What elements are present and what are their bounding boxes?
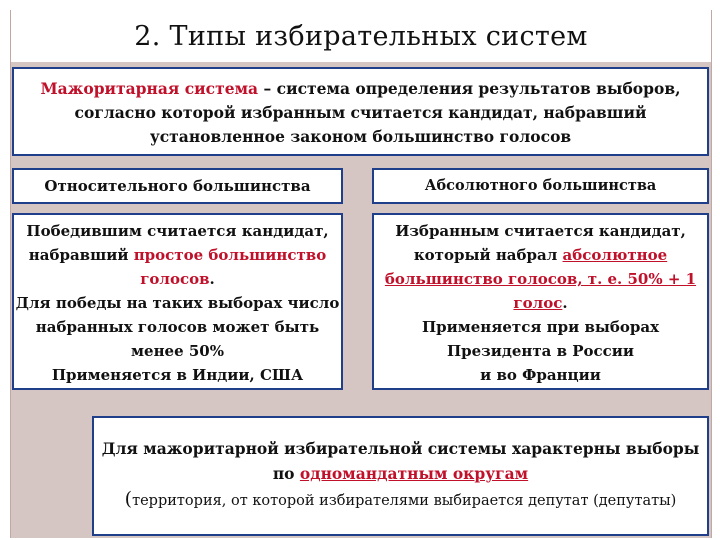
definition-box (12, 67, 709, 156)
definition-text: система определения результатов выборов, согласно которой избранным считается кандидат, набравший установленное законом большинство голосов (74, 79, 681, 146)
relative-rule-end: . (209, 270, 215, 288)
relative-majority-description (12, 213, 343, 390)
relative-rule-highlight: простое большинство голосов (133, 246, 327, 288)
absolute-usage-note: Применяется при выборах Президента в России (421, 318, 660, 360)
absolute-majority-description (372, 213, 709, 390)
definition-term: Мажоритарная система (40, 79, 259, 98)
absolute-countries: и во Франции (480, 366, 601, 384)
relative-rule-text: Победившим считается кандидат, набравший (26, 222, 329, 264)
district-definition-text: территория, от которой избирателями выбирается депутат (депутаты) (132, 493, 677, 509)
page-title: 2. Типы избирательных систем (134, 20, 588, 52)
absolute-rule-text: Избранным считается кандидат, который набрал (395, 222, 686, 264)
district-note-highlight: одномандатным округам (299, 464, 529, 483)
district-note-main (94, 436, 707, 486)
relative-countries: Применяется в Индии, США (51, 366, 304, 384)
definition-dash: – (258, 79, 277, 98)
absolute-rule-end: . (562, 294, 568, 312)
absolute-majority-header (372, 168, 709, 204)
relative-threshold-note: Для победы на таких выборах число набранных голосов может быть менее 50% (15, 294, 340, 360)
title-bar (10, 10, 712, 62)
district-definition-paren: ( (124, 488, 133, 510)
relative-majority-header-label: Относительного большинства (44, 177, 311, 195)
absolute-majority-header-label: Абсолютного большинства (424, 177, 657, 194)
absolute-rule-highlight: абсолютное большинство голосов, т. е. 50% + 1 голос (384, 246, 697, 312)
relative-majority-header (12, 168, 343, 204)
relative-winner-rule (14, 219, 341, 291)
district-note-text: Для мажоритарной избирательной системы характерны выборы по (101, 439, 700, 483)
district-note-box (92, 416, 709, 536)
absolute-winner-rule (374, 219, 707, 315)
district-definition (94, 487, 707, 514)
